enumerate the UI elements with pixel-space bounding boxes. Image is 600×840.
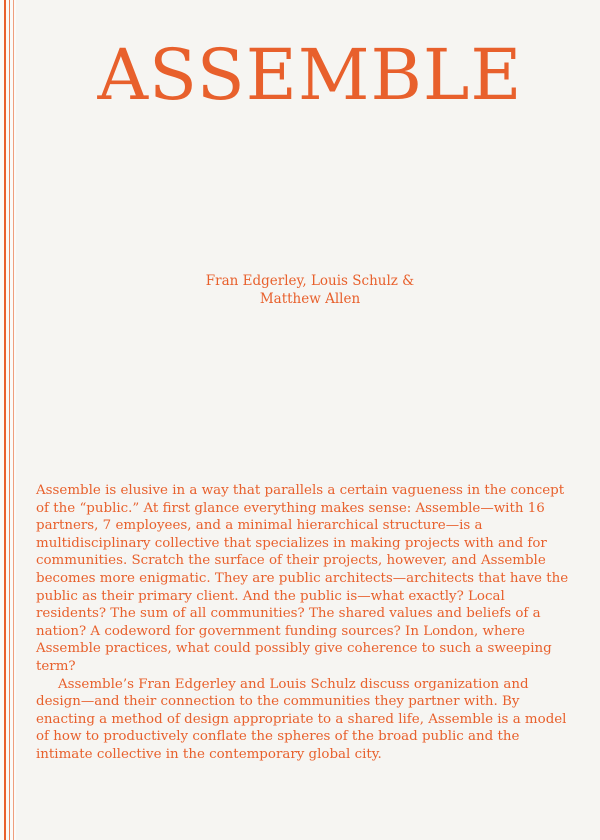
author-line-1: Fran Edgerley, Louis Schulz & [205, 273, 415, 289]
book-spine-edge [0, 0, 16, 840]
spine-rule [13, 0, 14, 840]
spine-rule [9, 0, 10, 840]
intro-paragraph-2: Assemble’s Fran Edgerley and Louis Schulz discuss organization and design—and their connection to the communities they partner with. By enacting a method of design appropriate to a shared life, Assemble is a model of how to productively conflate the spheres of the broad public and the intimate collective in the contemporary global city. [36, 676, 567, 762]
article-intro [36, 482, 576, 764]
spine-rule [4, 0, 6, 840]
page-title: ASSEMBLE [97, 34, 523, 116]
author-byline [160, 272, 460, 308]
author-line-2: Matthew Allen [259, 291, 361, 307]
intro-paragraph-1: Assemble is elusive in a way that parallels a certain vagueness in the concept of the “public.” At first glance everything makes sense: Assemble—with 16 partners, 7 employees, and a minimal hierarchical structure—is a multidisciplinary collective that specializes in making projects with and for communities. Scratch the surface of their projects, however, and Assemble becomes more enigmatic. They are public architects—architects that have the public as their primary client. And the public is—what exactly? Local residents? The sum of all communities? The shared values and beliefs of a nation? A codeword for government funding sources? In London, where Assemble practices, what could possibly give coherence to such a sweeping term? [36, 483, 569, 674]
